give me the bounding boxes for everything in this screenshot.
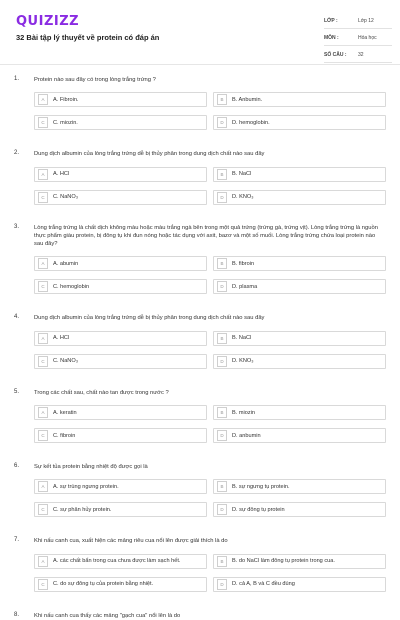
question-item bbox=[14, 150, 386, 204]
option-letter-box: B bbox=[217, 333, 227, 344]
option-text: C. do sự đông tụ của protein bằng nhiệt. bbox=[53, 581, 154, 588]
answer-option-c[interactable] bbox=[34, 428, 207, 443]
question-item bbox=[14, 314, 386, 368]
answer-option-b[interactable] bbox=[213, 554, 386, 569]
answer-option-a[interactable] bbox=[34, 554, 207, 569]
option-letter-box: C bbox=[38, 192, 48, 203]
option-text: B. fibroin bbox=[232, 260, 255, 267]
answer-option-d[interactable] bbox=[213, 577, 386, 592]
answer-option-c[interactable] bbox=[34, 279, 207, 294]
option-text: A. keratin bbox=[53, 409, 77, 416]
option-text: A. HCl bbox=[53, 171, 70, 178]
question-text: Dung dịch albumin của lòng trắng trứng dễ bị thủy phân trong dung dịch chất nào sau đây bbox=[34, 151, 265, 158]
answer-option-d[interactable] bbox=[213, 115, 386, 130]
question-text: Trong các chất sau, chất nào tan được trong nước ? bbox=[34, 389, 169, 396]
option-text: C. NaNO₃ bbox=[53, 358, 78, 365]
answer-option-b[interactable] bbox=[213, 405, 386, 420]
question-number: 1. bbox=[14, 76, 20, 82]
option-letter-box: D bbox=[217, 504, 227, 515]
meta-value: 32 bbox=[358, 52, 364, 58]
option-text: C. NaNO₃ bbox=[53, 194, 78, 201]
option-letter-box: A bbox=[38, 94, 48, 105]
question-item bbox=[14, 463, 386, 517]
answer-option-d[interactable] bbox=[213, 354, 386, 369]
question-number: 8. bbox=[14, 611, 20, 618]
option-letter-box: D bbox=[217, 579, 227, 590]
question-item bbox=[14, 612, 386, 620]
option-text: D. hemoglobin. bbox=[232, 119, 270, 126]
option-text: A. Fibroin. bbox=[53, 96, 79, 103]
option-letter-box: B bbox=[217, 94, 227, 105]
option-letter-box: B bbox=[217, 169, 227, 180]
question-item bbox=[14, 537, 386, 591]
option-letter-box: B bbox=[217, 556, 227, 567]
option-text: D. cả A, B và C đều đúng bbox=[232, 581, 295, 588]
option-text: C. miozin. bbox=[53, 119, 78, 126]
option-letter-box: C bbox=[38, 117, 48, 128]
answer-option-d[interactable] bbox=[213, 502, 386, 517]
answer-option-d[interactable] bbox=[213, 190, 386, 205]
meta-value: Hóa học bbox=[358, 35, 377, 41]
option-letter-box: D bbox=[217, 281, 227, 292]
question-number: 7. bbox=[14, 537, 20, 544]
answer-option-c[interactable] bbox=[34, 354, 207, 369]
option-letter-box: A bbox=[38, 169, 48, 180]
option-text: C. hemoglobin bbox=[53, 283, 90, 290]
question-text: Dung dịch albumin của lòng trắng trứng dễ bị thủy phân trong dung dịch chất nào sau đây bbox=[34, 315, 265, 322]
option-text: D. KNO₃ bbox=[232, 358, 254, 365]
answer-option-c[interactable] bbox=[34, 502, 207, 517]
question-item bbox=[14, 389, 386, 443]
answer-option-b[interactable] bbox=[213, 331, 386, 346]
answer-option-b[interactable] bbox=[213, 256, 386, 271]
answer-option-c[interactable] bbox=[34, 577, 207, 592]
option-letter-box: C bbox=[38, 504, 48, 515]
meta-row-grade bbox=[324, 14, 392, 29]
option-text: B. Anbumin. bbox=[232, 96, 263, 103]
answer-option-a[interactable] bbox=[34, 405, 207, 420]
option-text: A. sự trùng ngưng protein. bbox=[53, 483, 119, 490]
option-text: D. anbumin bbox=[232, 432, 261, 439]
option-letter-box: A bbox=[38, 481, 48, 492]
answer-options bbox=[34, 167, 386, 205]
question-text: Khi nấu canh cua thấy các mảng "gạch cua" nổi lên là do bbox=[34, 612, 181, 619]
question-text: Sự kết tủa protein bằng nhiệt độ được gọi là bbox=[34, 464, 148, 471]
option-text: A. HCl bbox=[53, 335, 70, 342]
answer-option-a[interactable] bbox=[34, 256, 207, 271]
question-text: Khi nấu canh cua, xuất hiện các mảng riêu cua nổi lên được giải thích là do bbox=[34, 538, 228, 545]
option-text: B. NaCl bbox=[232, 335, 252, 342]
option-text: B. NaCl bbox=[232, 171, 252, 178]
document-header bbox=[0, 0, 400, 65]
option-text: C. fibroin bbox=[53, 432, 76, 439]
option-letter-box: C bbox=[38, 281, 48, 292]
option-text: A. các chất bẩn trong cua chưa được làm sạch hết. bbox=[53, 558, 181, 565]
option-text: D. plasma bbox=[232, 283, 258, 290]
answer-options bbox=[34, 405, 386, 443]
answer-option-c[interactable] bbox=[34, 190, 207, 205]
option-letter-box: C bbox=[38, 579, 48, 590]
option-letter-box: D bbox=[217, 192, 227, 203]
question-item bbox=[14, 224, 386, 295]
option-letter-box: D bbox=[217, 356, 227, 367]
question-number: 5. bbox=[14, 388, 20, 395]
answer-option-a[interactable] bbox=[34, 331, 207, 346]
meta-label: SỐ CÂU : bbox=[324, 52, 347, 58]
document-title: 32 Bài tập lý thuyết về protein có đáp án bbox=[16, 33, 160, 42]
meta-row-subject bbox=[324, 31, 392, 46]
meta-box bbox=[324, 14, 392, 65]
answer-option-c[interactable] bbox=[34, 115, 207, 130]
question-item bbox=[14, 76, 386, 130]
option-letter-box: A bbox=[38, 333, 48, 344]
quizizz-logo: QUIZIZZ bbox=[16, 14, 80, 29]
question-number: 4. bbox=[14, 314, 20, 321]
option-letter-box: B bbox=[217, 258, 227, 269]
answer-option-d[interactable] bbox=[213, 279, 386, 294]
option-text: A. abumin bbox=[53, 260, 79, 267]
question-number: 2. bbox=[14, 150, 20, 157]
option-letter-box: C bbox=[38, 430, 48, 441]
question-number: 3. bbox=[14, 223, 20, 230]
answer-option-d[interactable] bbox=[213, 428, 386, 443]
answer-options bbox=[34, 92, 386, 130]
answer-options bbox=[34, 256, 386, 294]
answer-option-b[interactable] bbox=[213, 92, 386, 107]
option-letter-box: A bbox=[38, 258, 48, 269]
option-text: B. do NaCl làm đông tụ protein trong cua. bbox=[232, 558, 335, 565]
answer-option-a[interactable] bbox=[34, 92, 207, 107]
question-text: Protein nào sau đây có trong lòng trắng trứng ? bbox=[34, 77, 156, 83]
meta-value: Lớp 12 bbox=[358, 18, 374, 24]
option-text: D. KNO₃ bbox=[232, 194, 254, 201]
answer-option-a[interactable] bbox=[34, 167, 207, 182]
option-letter-box: C bbox=[38, 356, 48, 367]
answer-options bbox=[34, 479, 386, 517]
option-letter-box: B bbox=[217, 407, 227, 418]
question-list bbox=[0, 76, 400, 620]
question-text: Lòng trắng trứng là chất dịch không màu hoặc màu trắng ngà bên trong một quả trứng (trứng gà, trứng vịt). Lòng trắng trứng là nguồn thực phẩm giàu protein, bị đông tụ khi đun nóng hoặc tác dụng với axit, bazơ và một số muối. Lòng trắng trứng chứa loại protein nào sau đây? bbox=[34, 224, 378, 248]
meta-label: MÔN : bbox=[324, 35, 339, 41]
option-text: C. sự phân hủy protein. bbox=[53, 506, 112, 513]
question-number: 6. bbox=[14, 463, 20, 470]
answer-option-a[interactable] bbox=[34, 479, 207, 494]
answer-options bbox=[34, 554, 386, 592]
answer-option-b[interactable] bbox=[213, 167, 386, 182]
option-text: D. sự đông tụ protein bbox=[232, 506, 285, 513]
meta-label: LỚP : bbox=[324, 18, 338, 24]
option-letter-box: D bbox=[217, 117, 227, 128]
answer-options bbox=[34, 331, 386, 369]
option-letter-box: D bbox=[217, 430, 227, 441]
option-letter-box: A bbox=[38, 407, 48, 418]
answer-option-b[interactable] bbox=[213, 479, 386, 494]
option-letter-box: A bbox=[38, 556, 48, 567]
meta-row-count bbox=[324, 48, 392, 63]
option-text: B. sự ngưng tụ protein. bbox=[232, 483, 290, 490]
option-letter-box: B bbox=[217, 481, 227, 492]
option-text: B. miozin bbox=[232, 409, 256, 416]
